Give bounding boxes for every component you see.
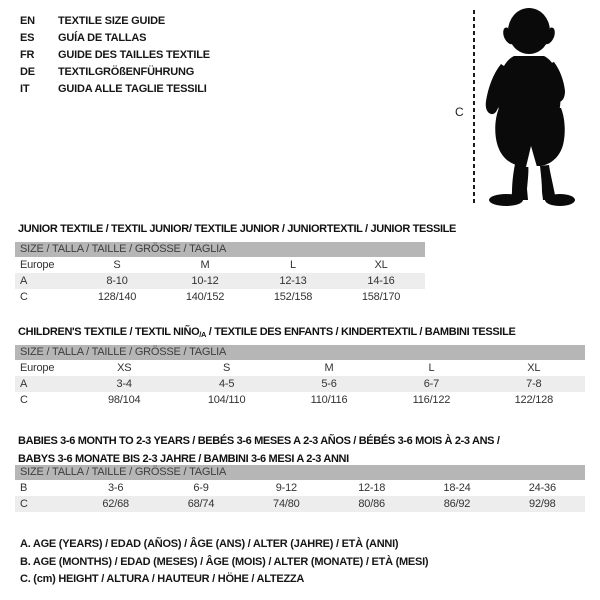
legend-line-b: B. AGE (MONTHS) / EDAD (MESES) / ÂGE (MOIS) / ALTER (MONATE) / ETÀ (MESI): [20, 555, 429, 568]
table-cell: 10-12: [191, 275, 219, 287]
children-size-table: [15, 345, 585, 408]
table-cell: 80/86: [358, 498, 385, 510]
table-cell: 86/92: [443, 498, 471, 510]
table-cell: L: [428, 362, 435, 374]
heading-subscript: /A: [199, 330, 207, 340]
table-row: [15, 273, 425, 289]
lang-code: DE: [20, 66, 35, 78]
lang-title: GUIDE DES TAILLES TEXTILE: [58, 49, 210, 61]
row-label: B: [20, 482, 28, 494]
table-row: [15, 257, 425, 273]
lang-title: TEXTILGRÖßENFÜHRUNG: [58, 66, 195, 78]
lang-row-en: [20, 13, 210, 30]
table-row: [15, 289, 425, 305]
table-row: [15, 392, 585, 408]
row-label: C: [20, 394, 28, 406]
heading-line-1: BABIES 3-6 MONTH TO 2-3 YEARS / BEBÉS 3-6 MESES A 2-3 AÑOS / BÉBÉS 3-6 MOIS À 2-3 ANS /: [18, 435, 500, 448]
table-row: [15, 376, 585, 392]
table-cell: 128/140: [97, 291, 137, 303]
row-label: A: [20, 378, 28, 390]
row-label: A: [20, 275, 28, 287]
table-cell: 92/98: [529, 498, 556, 510]
lang-row-es: [20, 30, 210, 47]
table-cell: S: [113, 259, 121, 271]
table-cell: 116/122: [412, 394, 451, 406]
babies-size-table: [15, 465, 585, 512]
section-heading-junior: JUNIOR TEXTILE / TEXTIL JUNIOR/ TEXTILE JUNIOR / JUNIORTEXTIL / JUNIOR TESSILE: [18, 223, 457, 236]
legend-line-c: C. (cm) HEIGHT / ALTURA / HAUTEUR / HÖHE / ALTEZZA: [20, 573, 305, 585]
table-cell: M: [200, 259, 210, 271]
language-title-list: [20, 13, 210, 98]
table-cell: 122/128: [514, 394, 554, 406]
table-cell: XL: [527, 362, 541, 374]
heading-text: / TEXTILE DES ENFANTS / KINDERTEXTIL / BAMBINI TESSILE: [206, 326, 516, 339]
table-row: [15, 480, 585, 496]
heading-line-2: BABYS 3-6 MONATE BIS 2-3 JAHRE / BAMBINI 3-6 MESI A 2-3 ANNI: [18, 453, 349, 466]
table-cell: 12-13: [279, 275, 307, 287]
table-cell: 3-4: [116, 378, 132, 390]
lang-code: IT: [20, 83, 30, 95]
table-cell: 6-7: [423, 378, 440, 390]
lang-row-it: [20, 81, 210, 98]
row-label: Europe: [20, 362, 55, 374]
height-measure-label: C: [455, 105, 464, 119]
table-cell: 14-16: [367, 275, 395, 287]
height-dashed-line: [473, 10, 475, 206]
table-header-band: SIZE / TALLA / TAILLE / GRÖSSE / TAGLIA: [15, 242, 425, 257]
section-heading-babies: [18, 432, 500, 468]
legend-line-a: A. AGE (YEARS) / EDAD (AÑOS) / ÂGE (ANS) / ALTER (JAHRE) / ETÀ (ANNI): [20, 538, 399, 550]
baby-silhouette-icon: [484, 6, 578, 206]
table-cell: 104/110: [207, 394, 246, 406]
table-cell: S: [223, 362, 231, 374]
table-cell: 7-8: [526, 378, 542, 390]
lang-code: FR: [20, 49, 35, 61]
table-cell: 68/74: [187, 498, 215, 510]
table-cell: 4-5: [218, 378, 235, 390]
table-cell: 98/104: [107, 394, 141, 406]
table-cell: 24-36: [528, 482, 556, 494]
table-row: [15, 496, 585, 512]
table-cell: 18-24: [443, 482, 471, 494]
table-cell: 5-6: [321, 378, 337, 390]
table-cell: XS: [117, 362, 132, 374]
table-cell: 9-12: [275, 482, 297, 494]
table-cell: M: [324, 362, 334, 374]
section-heading-children: [18, 326, 515, 341]
table-cell: 62/68: [102, 498, 129, 510]
lang-title: GUIDA ALLE TAGLIE TESSILI: [58, 83, 207, 95]
lang-code: EN: [20, 15, 35, 27]
table-cell: 140/152: [185, 291, 225, 303]
table-cell: 74/80: [273, 498, 300, 510]
table-cell: 3-6: [108, 482, 124, 494]
table-cell: 152/158: [273, 291, 313, 303]
table-header-band: SIZE / TALLA / TAILLE / GRÖSSE / TAGLIA: [15, 345, 585, 360]
measure-legend: [20, 536, 428, 589]
row-label: C: [20, 498, 28, 510]
table-cell: XL: [374, 259, 388, 271]
lang-title: TEXTILE SIZE GUIDE: [58, 15, 166, 27]
lang-row-fr: [20, 47, 210, 64]
junior-size-table: [15, 242, 425, 305]
row-label: Europe: [20, 259, 55, 271]
table-cell: 8-10: [106, 275, 128, 287]
lang-row-de: [20, 64, 210, 81]
table-cell: 110/116: [310, 394, 348, 406]
table-header-band: SIZE / TALLA / TAILLE / GRÖSSE / TAGLIA: [15, 465, 585, 480]
table-cell: 12-18: [358, 482, 386, 494]
row-label: C: [20, 291, 28, 303]
lang-title: GUÍA DE TALLAS: [58, 32, 147, 44]
table-cell: L: [290, 259, 296, 271]
heading-text: CHILDREN'S TEXTILE / TEXTIL NIÑO: [18, 326, 200, 339]
table-row: [15, 360, 585, 376]
table-cell: 6-9: [193, 482, 209, 494]
lang-code: ES: [20, 32, 35, 44]
table-cell: 158/170: [361, 291, 401, 303]
